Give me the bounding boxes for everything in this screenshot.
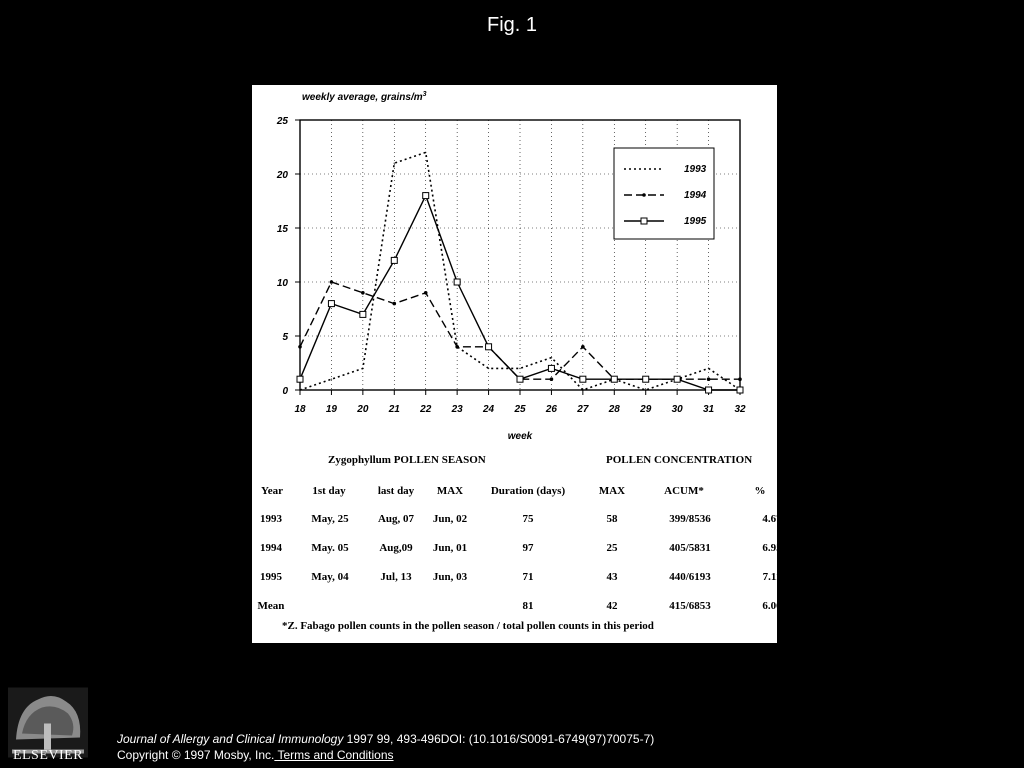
citation-block xyxy=(117,731,654,763)
data-point-1995 xyxy=(611,376,617,382)
data-point-1994 xyxy=(330,280,334,284)
x-tick-label: 28 xyxy=(608,404,620,415)
table-body xyxy=(258,485,783,612)
data-table xyxy=(258,454,783,632)
table-cell: 97 xyxy=(522,542,534,554)
x-axis-label: week xyxy=(507,431,533,442)
table-cell: 25 xyxy=(606,542,618,554)
data-point-1995 xyxy=(486,344,492,350)
x-tick-label: 18 xyxy=(294,404,306,415)
x-tick-label: 19 xyxy=(325,404,337,415)
legend-marker-1995 xyxy=(641,218,647,224)
table-header-cell: MAX xyxy=(598,485,626,497)
x-tick-label: 20 xyxy=(357,404,369,415)
table-cell: 6.95 xyxy=(762,542,782,554)
data-point-1994 xyxy=(738,377,742,381)
legend-label-1994: 1994 xyxy=(684,190,707,201)
legend xyxy=(614,148,714,239)
table-header-cell: last day xyxy=(377,485,415,497)
data-point-1993 xyxy=(331,378,333,380)
data-point-1995 xyxy=(297,376,303,382)
citation-line xyxy=(117,731,654,747)
data-point-1995 xyxy=(737,387,743,393)
data-point-1993 xyxy=(519,368,521,370)
table-cell: May. 05 xyxy=(311,542,349,554)
table-cell: 1995 xyxy=(260,571,282,583)
table-cell: 4.67 xyxy=(762,513,782,525)
y-tick-label: 15 xyxy=(276,224,288,235)
y-axis-label: weekly average, grains/$m^3$ xyxy=(302,91,427,103)
table-footnote: *Z. Fabago pollen counts in the pollen season / total pollen counts in this period xyxy=(282,620,654,632)
legend-marker-1994 xyxy=(642,193,646,197)
data-point-1994 xyxy=(361,291,365,295)
table-cell: 440/6193 xyxy=(669,571,711,583)
table-cell: 71 xyxy=(522,571,534,583)
x-tick-label: 21 xyxy=(388,404,400,415)
table-cell: 399/8536 xyxy=(669,513,711,525)
table-cell: 405/5831 xyxy=(669,542,711,554)
data-point-1995 xyxy=(517,376,523,382)
x-tick-label: 22 xyxy=(420,404,432,415)
table-cell: Jun, 01 xyxy=(432,542,468,554)
data-point-1993 xyxy=(708,368,710,370)
table-cell: Jul, 13 xyxy=(380,571,412,583)
copyright-text: Copyright © 1997 Mosby, Inc. xyxy=(117,748,275,762)
data-point-1994 xyxy=(550,377,554,381)
elsevier-wordmark: ELSEVIER xyxy=(12,748,84,763)
data-point-1993 xyxy=(299,389,301,391)
table-header-cell: MAX xyxy=(436,485,464,497)
copyright-line xyxy=(117,747,654,763)
legend-label-1993: 1993 xyxy=(684,164,707,175)
table-cell: 81 xyxy=(522,600,534,612)
x-ticks xyxy=(294,390,746,415)
data-point-1994 xyxy=(392,302,396,306)
data-point-1994 xyxy=(581,345,585,349)
x-tick-label: 24 xyxy=(483,404,495,415)
table-cell: Aug,09 xyxy=(379,542,413,554)
y-tick-label: 0 xyxy=(282,386,288,397)
table-cell: Aug, 07 xyxy=(377,513,415,525)
x-tick-label: 26 xyxy=(545,404,557,415)
data-point-1995 xyxy=(674,376,680,382)
x-tick-label: 23 xyxy=(451,404,463,415)
figure-panel xyxy=(252,85,782,643)
data-point-1994 xyxy=(707,377,711,381)
data-point-1993 xyxy=(362,368,364,370)
x-tick-label: 27 xyxy=(577,404,589,415)
data-point-1993 xyxy=(425,152,427,154)
table-cell: Jun, 03 xyxy=(432,571,468,583)
table-cell: 1993 xyxy=(260,513,282,525)
table-cell: 7.11 xyxy=(762,571,782,583)
y-tick-label: 20 xyxy=(276,170,288,181)
table-cell: 43 xyxy=(606,571,618,583)
table-cell: Mean xyxy=(257,600,285,612)
table-header-cell: Duration (days) xyxy=(490,485,566,497)
table-cell: 6.06 xyxy=(762,600,782,612)
data-point-1995 xyxy=(328,301,334,307)
table-cell: 58 xyxy=(606,513,618,525)
table-heading-season: Zygophyllum POLLEN SEASON xyxy=(328,454,486,466)
data-point-1995 xyxy=(360,311,366,317)
data-point-1994 xyxy=(424,291,428,295)
table-cell: May, 04 xyxy=(311,571,349,583)
pollen-line-chart xyxy=(252,85,782,643)
slide-title: Fig. 1 xyxy=(486,14,538,36)
table-cell: Jun, 02 xyxy=(432,513,468,525)
y-tick-label: 5 xyxy=(282,332,288,343)
data-point-1993 xyxy=(551,357,553,359)
table-cell: 415/6853 xyxy=(669,600,711,612)
data-point-1995 xyxy=(454,279,460,285)
terms-link[interactable]: Terms and Conditions xyxy=(274,748,394,762)
data-point-1995 xyxy=(706,387,712,393)
data-point-1995 xyxy=(580,376,586,382)
journal-name: Journal of Allergy and Clinical Immunology xyxy=(117,732,344,746)
x-tick-label: 31 xyxy=(703,404,715,415)
data-point-1993 xyxy=(645,389,647,391)
data-point-1993 xyxy=(393,162,395,164)
table-cell: 1994 xyxy=(260,542,282,554)
data-point-1993 xyxy=(488,368,490,370)
data-point-1995 xyxy=(423,193,429,199)
data-point-1994 xyxy=(298,345,302,349)
table-heading-concentration: POLLEN CONCENTRATION xyxy=(606,454,753,466)
table-header-cell: % xyxy=(754,485,766,497)
data-point-1994 xyxy=(455,345,459,349)
y-tick-label: 10 xyxy=(276,278,288,289)
x-tick-label: 29 xyxy=(640,404,652,415)
data-point-1995 xyxy=(643,376,649,382)
y-tick-label: 25 xyxy=(276,116,288,127)
table-header-cell: Year xyxy=(261,485,283,497)
table-cell: 42 xyxy=(606,600,618,612)
legend-label-1995: 1995 xyxy=(684,216,707,227)
table-cell: May, 25 xyxy=(311,513,349,525)
x-tick-label: 32 xyxy=(734,404,746,415)
table-header-cell: 1st day xyxy=(312,485,346,497)
y-ticks xyxy=(276,116,300,397)
x-tick-label: 30 xyxy=(671,404,683,415)
table-header-cell: ACUM* xyxy=(664,485,704,497)
data-point-1995 xyxy=(391,257,397,263)
citation-details: 1997 99, 493-496DOI: (10.1016/S0091-6749(97)70075-7) xyxy=(343,732,655,746)
data-point-1995 xyxy=(548,365,554,371)
x-tick-label: 25 xyxy=(514,404,526,415)
data-point-1993 xyxy=(582,389,584,391)
table-cell: 75 xyxy=(522,513,534,525)
